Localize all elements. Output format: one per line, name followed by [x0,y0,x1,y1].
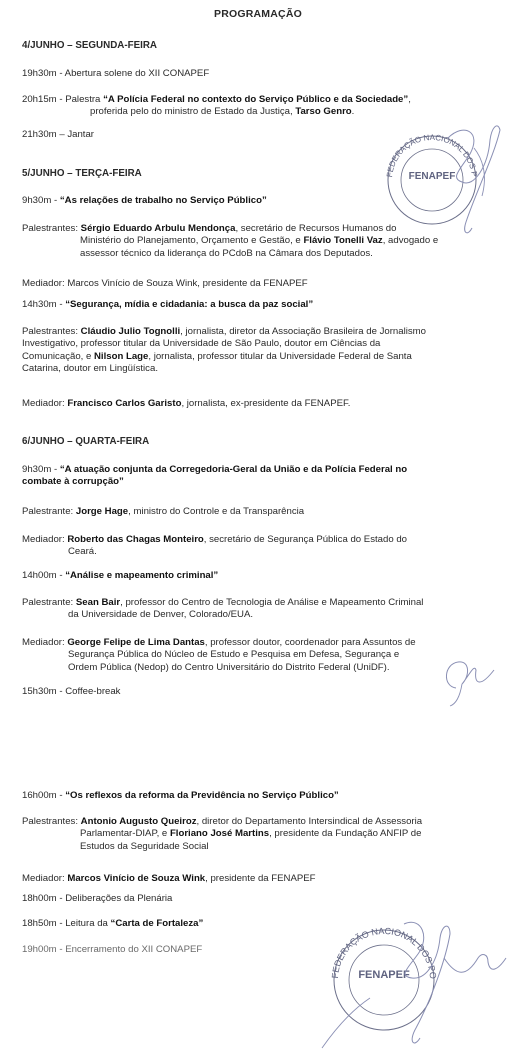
day1-heading: 4/JUNHO – SEGUNDA-FEIRA [22,40,157,51]
page-title: PROGRAMAÇÃO [214,8,302,20]
day3-session1-speaker: Palestrante: Jorge Hage, ministro do Controle e da Transparência [22,506,305,517]
day1-item-dinner: 21h30m – Jantar [22,129,94,140]
day2-session2-title: 14h30m - “Segurança, mídia e cidadania: a busca da paz social” [22,299,314,310]
day2-session2-speakers: Palestrantes: Cláudio Julio Tognolli, jornalista, diretor da Associação Brasileira de Jornalismo Investigativo, professor titular da Universidade de São Paulo, doutor em Ciências da Comunicação, e Nilson Lage, jornalista, professor titular da Universidade Federal de Santa Catarina, doutor em Lingüística. [22,326,426,374]
letter-reading: 18h50m - Leitura da “Carta de Fortaleza” [22,918,204,929]
margin-initials [436,646,502,708]
day2-session1-title: 9h30m - “As relações de trabalho no Serviço Público” [22,195,267,206]
day1-item-lecture: 20h15m - Palestra “A Polícia Federal no contexto do Serviço Público e da Sociedade”, proferida pelo do ministro de Estado da Justiça, Tarso Genro. [22,94,411,118]
closing-ceremony: 19h00m - Encerramento do XII CONAPEF [22,944,203,955]
day3-session2-title: 14h00m - “Análise e mapeamento criminal” [22,570,219,581]
day2-session1-speakers: Palestrantes: Sérgio Eduardo Arbulu Mendonça, secretário de Recursos Humanos do Ministério do Planejamento, Orçamento e Gestão, e Flávio Tonelli Vaz, advogado e assessor técnico da liderança do PCdoB na Câmara dos Deputados. [22,223,439,259]
svg-text:FEDERAÇÃO NACIONAL DOS POLICIA: FEDERAÇÃO NACIONAL DOS POLICIAIS FEDERAIS [308,910,439,980]
day3-session2-speaker: Palestrante: Sean Bair, professor do Centro de Tecnologia de Análise e Mapeamento Criminal da Universidade de Denver, Colorado/EUA. [22,597,424,621]
day3-heading: 6/JUNHO – QUARTA-FEIRA [22,436,150,447]
fenapef-stamp-bottom [308,910,512,1056]
day3-session2-mediator: Mediador: George Felipe de Lima Dantas, professor doutor, coordenador para Assuntos de Segurança Pública do Núcleo de Estudo e Pesquisa em Defesa, Segurança e Ordem Pública (Nedop) do Centro Universitário do Distrito Federal (UniDF). [22,637,416,673]
session-previdencia-title: 16h00m - “Os reflexos da reforma da Previdência no Serviço Público” [22,790,339,801]
session-previdencia-mediator: Mediador: Marcos Vinício de Souza Wink, presidente da FENAPEF [22,873,316,884]
day2-heading: 5/JUNHO – TERÇA-FEIRA [22,168,142,179]
day3-coffee-break: 15h30m - Coffee-break [22,686,121,697]
day2-session1-mediator: Mediador: Marcos Vinício de Souza Wink, presidente da FENAPEF [22,278,308,289]
day1-item-opening: 19h30m - Abertura solene do XII CONAPEF [22,68,210,79]
fenapef-stamp-top [374,111,508,248]
session-previdencia-speakers: Palestrantes: Antonio Augusto Queiroz, diretor do Departamento Intersindical de Assessoria Parlamentar-DIAP, e Floriano José Martins, presidente da Fundação ANFIP de Estudos da Seguridade Social [22,816,423,852]
day3-session1-title: 9h30m - “A atuação conjunta da Corregedoria-Geral da União e da Polícia Federal no combate à corrupção” [22,464,408,488]
day3-session1-mediator: Mediador: Roberto das Chagas Monteiro, secretário de Segurança Pública do Estado do Ceará. [22,534,407,558]
day2-session2-mediator: Mediador: Francisco Carlos Garisto, jornalista, ex-presidente da FENAPEF. [22,398,351,409]
svg-text:FEDERAÇÃO NACIONAL DOS POLICIA: FEDERAÇÃO NACIONAL DOS POLICIAIS FEDERAIS [374,111,479,178]
svg-text:FENAPEF: FENAPEF [408,171,456,182]
plenary-deliberations: 18h00m - Deliberações da Plenária [22,893,173,904]
svg-text:FENAPEF: FENAPEF [358,969,410,981]
